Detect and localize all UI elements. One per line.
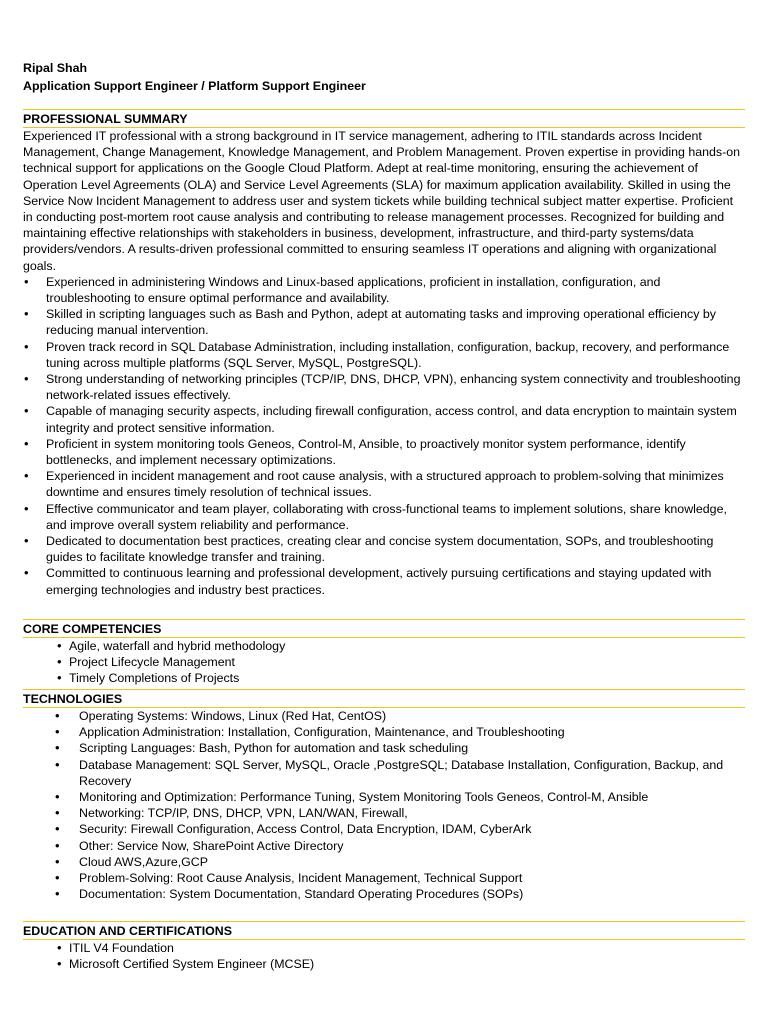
summary-bullet: • Capable of managing security aspects, including firewall configuration, access control, and data encryption to maintain system integrity and protect sensitive information. — [23, 403, 745, 435]
competency-item: • Agile, waterfall and hybrid methodology — [23, 638, 745, 654]
technology-item: • Monitoring and Optimization: Performance Tuning, System Monitoring Tools Geneos, Control-M, Ansible — [23, 789, 745, 805]
technology-item: • Cloud AWS,Azure,GCP — [23, 854, 745, 870]
summary-bullet: • Strong understanding of networking principles (TCP/IP, DNS, DHCP, VPN), enhancing system connectivity and troubleshooting network-related issues effectively. — [23, 371, 745, 403]
professional-summary-heading: PROFESSIONAL SUMMARY — [23, 109, 745, 128]
summary-bullet: • Skilled in scripting languages such as Bash and Python, adept at automating tasks and improving operational efficiency by reducing manual intervention. — [23, 306, 745, 338]
technology-item: • Scripting Languages: Bash, Python for automation and task scheduling — [23, 740, 745, 756]
core-competencies-heading: CORE COMPETENCIES — [23, 619, 745, 638]
technologies-section — [23, 689, 745, 902]
technology-item: • Security: Firewall Configuration, Access Control, Data Encryption, IDAM, CyberArk — [23, 821, 745, 837]
candidate-name: Ripal Shah — [23, 61, 88, 75]
education-heading: EDUCATION AND CERTIFICATIONS — [23, 921, 745, 940]
education-item: • Microsoft Certified System Engineer (MCSE) — [23, 956, 745, 972]
education-section — [23, 921, 745, 972]
summary-bullet: • Proven track record in SQL Database Administration, including installation, configuration, backup, recovery, and performance tuning across multiple platforms (SQL Server, MySQL, PostgreSQL). — [23, 339, 745, 371]
technology-item: • Other: Service Now, SharePoint Active Directory — [23, 838, 745, 854]
competencies-list — [23, 638, 745, 687]
summary-bullet-list — [23, 274, 745, 598]
professional-summary-section — [23, 109, 745, 598]
competency-item: • Project Lifecycle Management — [23, 654, 745, 670]
technology-item: • Problem-Solving: Root Cause Analysis, Incident Management, Technical Support — [23, 870, 745, 886]
technology-item: • Database Management: SQL Server, MySQL, Oracle ,PostgreSQL; Database Installation, Configuration, Backup, and Recovery — [23, 757, 745, 789]
education-list — [23, 940, 745, 972]
core-competencies-section — [23, 619, 745, 687]
summary-bullet: • Proficient in system monitoring tools Geneos, Control-M, Ansible, to proactively monitor system performance, identify bottlenecks, and implement necessary optimizations. — [23, 436, 745, 468]
summary-bullet: • Effective communicator and team player, collaborating with cross-functional teams to implement solutions, share knowledge, and improve overall system reliability and performance. — [23, 501, 745, 533]
summary-bullet: • Dedicated to documentation best practices, creating clear and concise system documentation, SOPs, and troubleshooting guides to facilitate knowledge transfer and training. — [23, 533, 745, 565]
technology-item: • Operating Systems: Windows, Linux (Red Hat, CentOS) — [23, 708, 745, 724]
summary-bullet: • Experienced in incident management and root cause analysis, with a structured approach to problem-solving that minimizes downtime and ensures timely resolution of technical issues. — [23, 468, 745, 500]
candidate-role: Application Support Engineer / Platform Support Engineer — [23, 79, 366, 93]
resume-header — [23, 59, 366, 95]
education-item: • ITIL V4 Foundation — [23, 940, 745, 956]
technologies-heading: TECHNOLOGIES — [23, 689, 745, 708]
technology-item: • Networking: TCP/IP, DNS, DHCP, VPN, LAN/WAN, Firewall, — [23, 805, 745, 821]
summary-bullet: • Experienced in administering Windows and Linux-based applications, proficient in installation, configuration, and troubleshooting to ensure optimal performance and availability. — [23, 274, 745, 306]
summary-paragraph: Experienced IT professional with a strong background in IT service management, adhering to ITIL standards across Incident Management, Change Management, Knowledge Management, and Problem Management. Proven expertise in providing hands-on technical support for applications on the Google Cloud Platform. Adept at real-time monitoring, ensuring the achievement of Operation Level Agreements (OLA) and Service Level Agreements (SLA) for maximum application availability. Skilled in using the Service Now Incident Management to address user and system tickets while building technical subject matter expertise. Proficient in conducting post-mortem root cause analysis and contributing to release management processes. Recognized for building and maintaining effective relationships with stakeholders in business, development, infrastructure, and third-party systems/data providers/vendors. A results-driven professional committed to ensuring seamless IT operations and aligning with organizational goals. — [23, 129, 741, 273]
competency-item: • Timely Completions of Projects — [23, 670, 745, 686]
technologies-list — [23, 708, 745, 902]
technology-item: • Application Administration: Installation, Configuration, Maintenance, and Troubleshooting — [23, 724, 745, 740]
technology-item: • Documentation: System Documentation, Standard Operating Procedures (SOPs) — [23, 886, 745, 902]
summary-bullet: • Committed to continuous learning and professional development, actively pursuing certifications and staying updated with emerging technologies and industry best practices. — [23, 565, 745, 597]
